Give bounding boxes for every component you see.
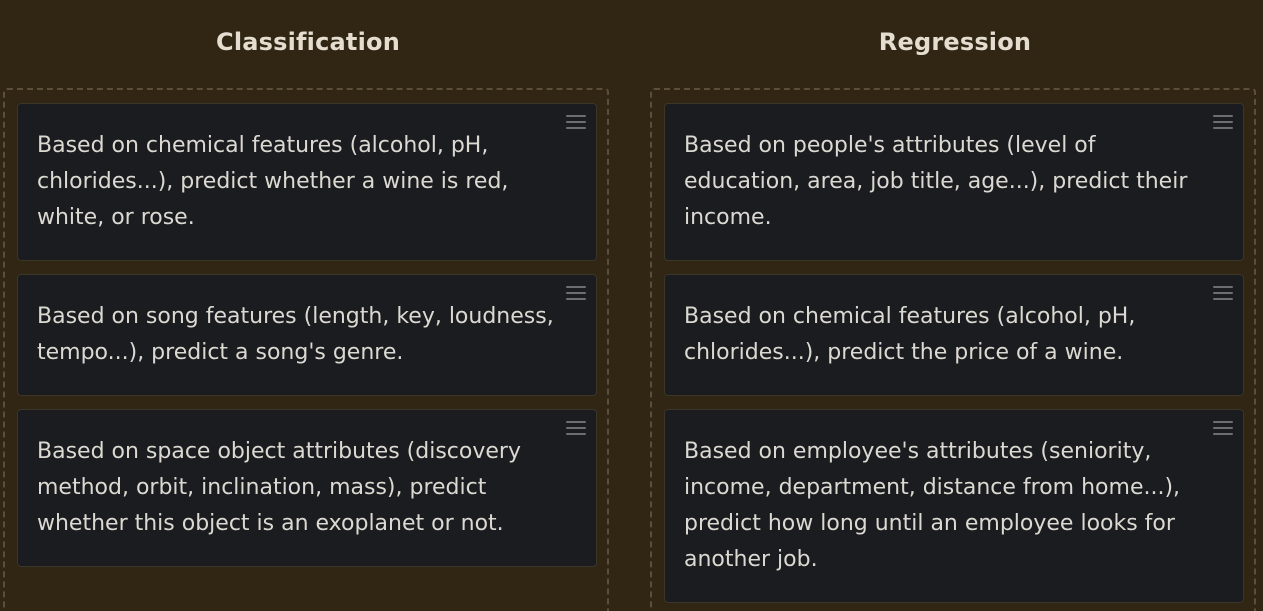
- column-regression: [650, 0, 1260, 572]
- drag-handle-icon[interactable]: [1213, 421, 1233, 437]
- card-text: Based on employee's attributes (seniority, income, department, distance from home...), predict how long until an employee looks for another job.: [684, 439, 1181, 572]
- card-song-genre[interactable]: [17, 274, 597, 396]
- drag-handle-icon[interactable]: [1213, 286, 1233, 302]
- drag-handle-icon[interactable]: [566, 421, 586, 437]
- drag-handle-icon[interactable]: [566, 286, 586, 302]
- card-employee-job[interactable]: [664, 409, 1244, 603]
- card-text: Based on song features (length, key, loudness, tempo...), predict a song's genre.: [37, 304, 554, 365]
- card-wine-type[interactable]: [17, 103, 597, 261]
- card-text: Based on chemical features (alcohol, pH, chlorides...), predict whether a wine is red, white, or rose.: [37, 133, 509, 230]
- column-classification: [3, 0, 613, 536]
- card-text: Based on space object attributes (discovery method, orbit, inclination, mass), predict whether this object is an exoplanet or not.: [37, 439, 521, 536]
- card-wine-price[interactable]: [664, 274, 1244, 396]
- card-text: Based on chemical features (alcohol, pH, chlorides...), predict the price of a wine.: [684, 304, 1136, 365]
- drag-handle-icon[interactable]: [1213, 115, 1233, 131]
- column-title-regression: Regression: [878, 28, 1032, 56]
- drag-handle-icon[interactable]: [566, 115, 586, 131]
- card-income[interactable]: [664, 103, 1244, 261]
- card-text: Based on people's attributes (level of education, area, job title, age...), predict their income.: [684, 133, 1188, 230]
- card-exoplanet[interactable]: [17, 409, 597, 567]
- column-title-classification: Classification: [216, 28, 400, 56]
